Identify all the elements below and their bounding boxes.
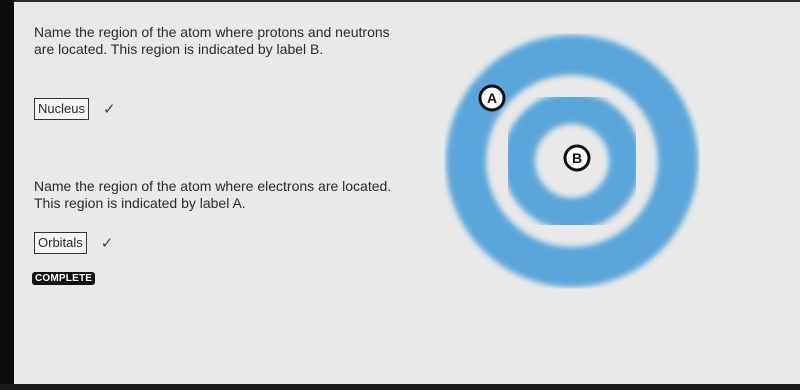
label-a-marker [480,86,504,110]
question-1-prompt: Name the region of the atom where protons and neutrons are located. This region is indicated by label B. [34,24,390,57]
question-panel [14,0,800,384]
question-2-answer-row [34,232,113,254]
answer-2-field[interactable]: Orbitals [34,232,87,254]
bottom-bar [0,384,800,390]
atom-diagram [444,30,704,292]
check-icon: ✓ [100,234,114,252]
label-a-text: A [486,90,498,106]
label-b-text: B [571,150,583,166]
question-2-prompt: Name the region of the atom where electrons are located. This region is indicated by label A. [34,178,392,211]
answer-1-field[interactable]: Nucleus [34,98,89,120]
status-badge: COMPLETE [32,272,95,285]
label-b-marker [565,146,589,170]
question-1-answer-row [34,98,116,120]
check-icon: ✓ [102,100,116,118]
